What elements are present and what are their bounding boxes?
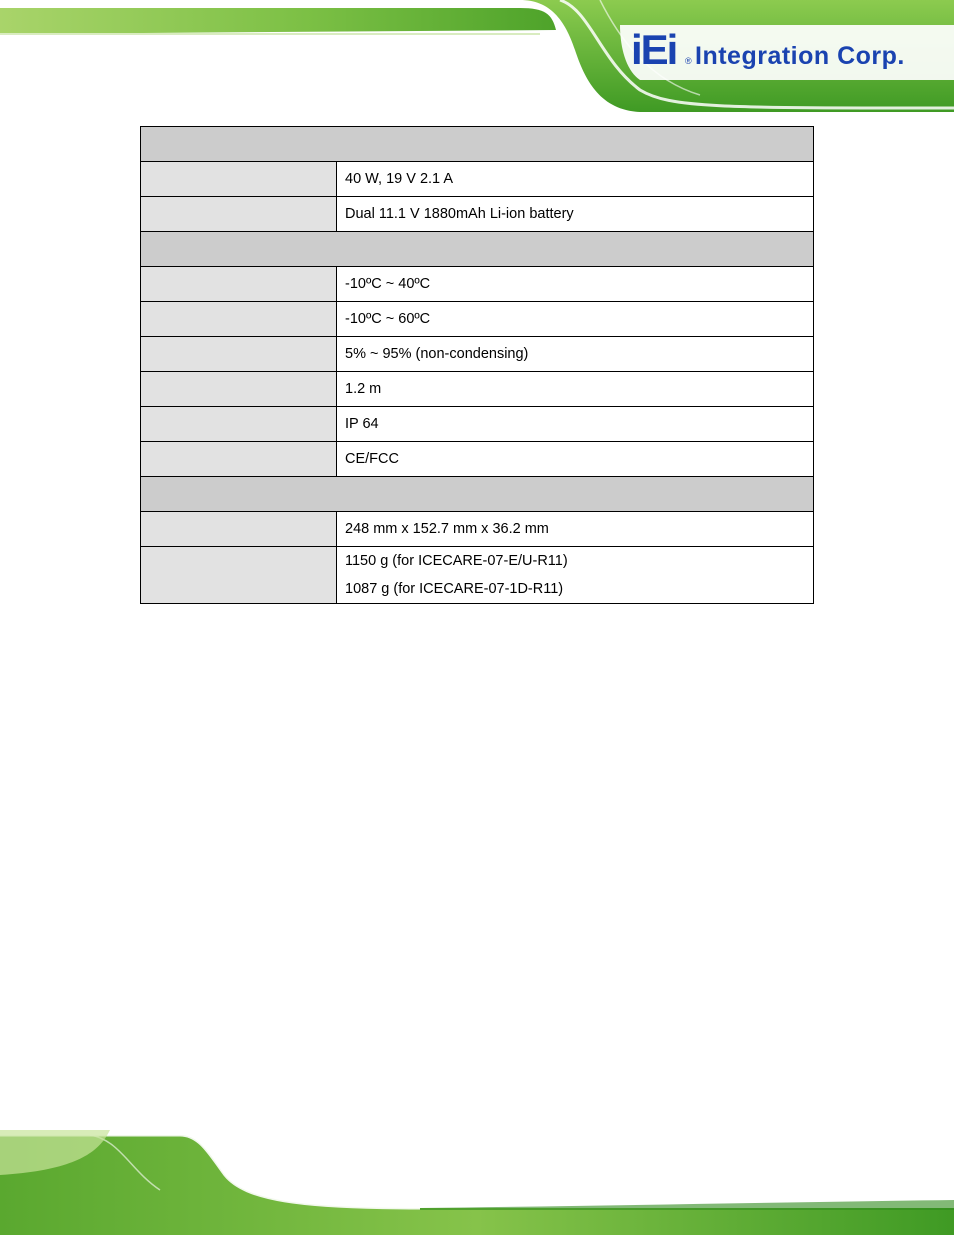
table-row (141, 337, 814, 372)
row-value-cell: Dual 11.1 V 1880mAh Li-ion battery (337, 197, 814, 232)
weight-line: 1150 g (for ICECARE-07-E/U-R11) (345, 553, 568, 569)
row-value-cell: CE/FCC (337, 442, 814, 477)
logo-registered-mark: ® (685, 56, 692, 66)
row-value-cell: 1.2 m (337, 372, 814, 407)
row-label-cell (141, 372, 337, 407)
section-header-physical (141, 477, 814, 512)
logo-company-name: Integration Corp. (695, 42, 905, 70)
row-value-cell: 248 mm x 152.7 mm x 36.2 mm (337, 512, 814, 547)
table-row (141, 442, 814, 477)
section-header-cell (141, 127, 814, 162)
row-label-cell (141, 197, 337, 232)
table-row (141, 547, 814, 604)
footer-banner (0, 1130, 954, 1235)
table-row (141, 197, 814, 232)
row-value-cell: -10ºC ~ 40ºC (337, 267, 814, 302)
table-row (141, 267, 814, 302)
row-label-cell (141, 337, 337, 372)
section-header-cell (141, 477, 814, 512)
row-value-cell: 40 W, 19 V 2.1 A (337, 162, 814, 197)
row-value-cell: -10ºC ~ 60ºC (337, 302, 814, 337)
weight-line: 1087 g (for ICECARE-07-1D-R11) (345, 581, 564, 597)
logo-iei-mark: iEi (631, 26, 677, 73)
table-row (141, 162, 814, 197)
section-header-power (141, 127, 814, 162)
row-label-cell (141, 162, 337, 197)
table-row (141, 372, 814, 407)
row-label-cell (141, 512, 337, 547)
row-label-cell (141, 302, 337, 337)
section-header-cell (141, 232, 814, 267)
section-header-environment (141, 232, 814, 267)
row-label-cell (141, 407, 337, 442)
row-label-cell (141, 267, 337, 302)
row-label-cell (141, 547, 337, 604)
specifications-table (140, 126, 814, 604)
table-row (141, 302, 814, 337)
row-value-cell: 5% ~ 95% (non-condensing) (337, 337, 814, 372)
row-value-cell: IP 64 (337, 407, 814, 442)
table-row (141, 512, 814, 547)
row-value-cell (337, 547, 814, 604)
table-row (141, 407, 814, 442)
row-label-cell (141, 442, 337, 477)
